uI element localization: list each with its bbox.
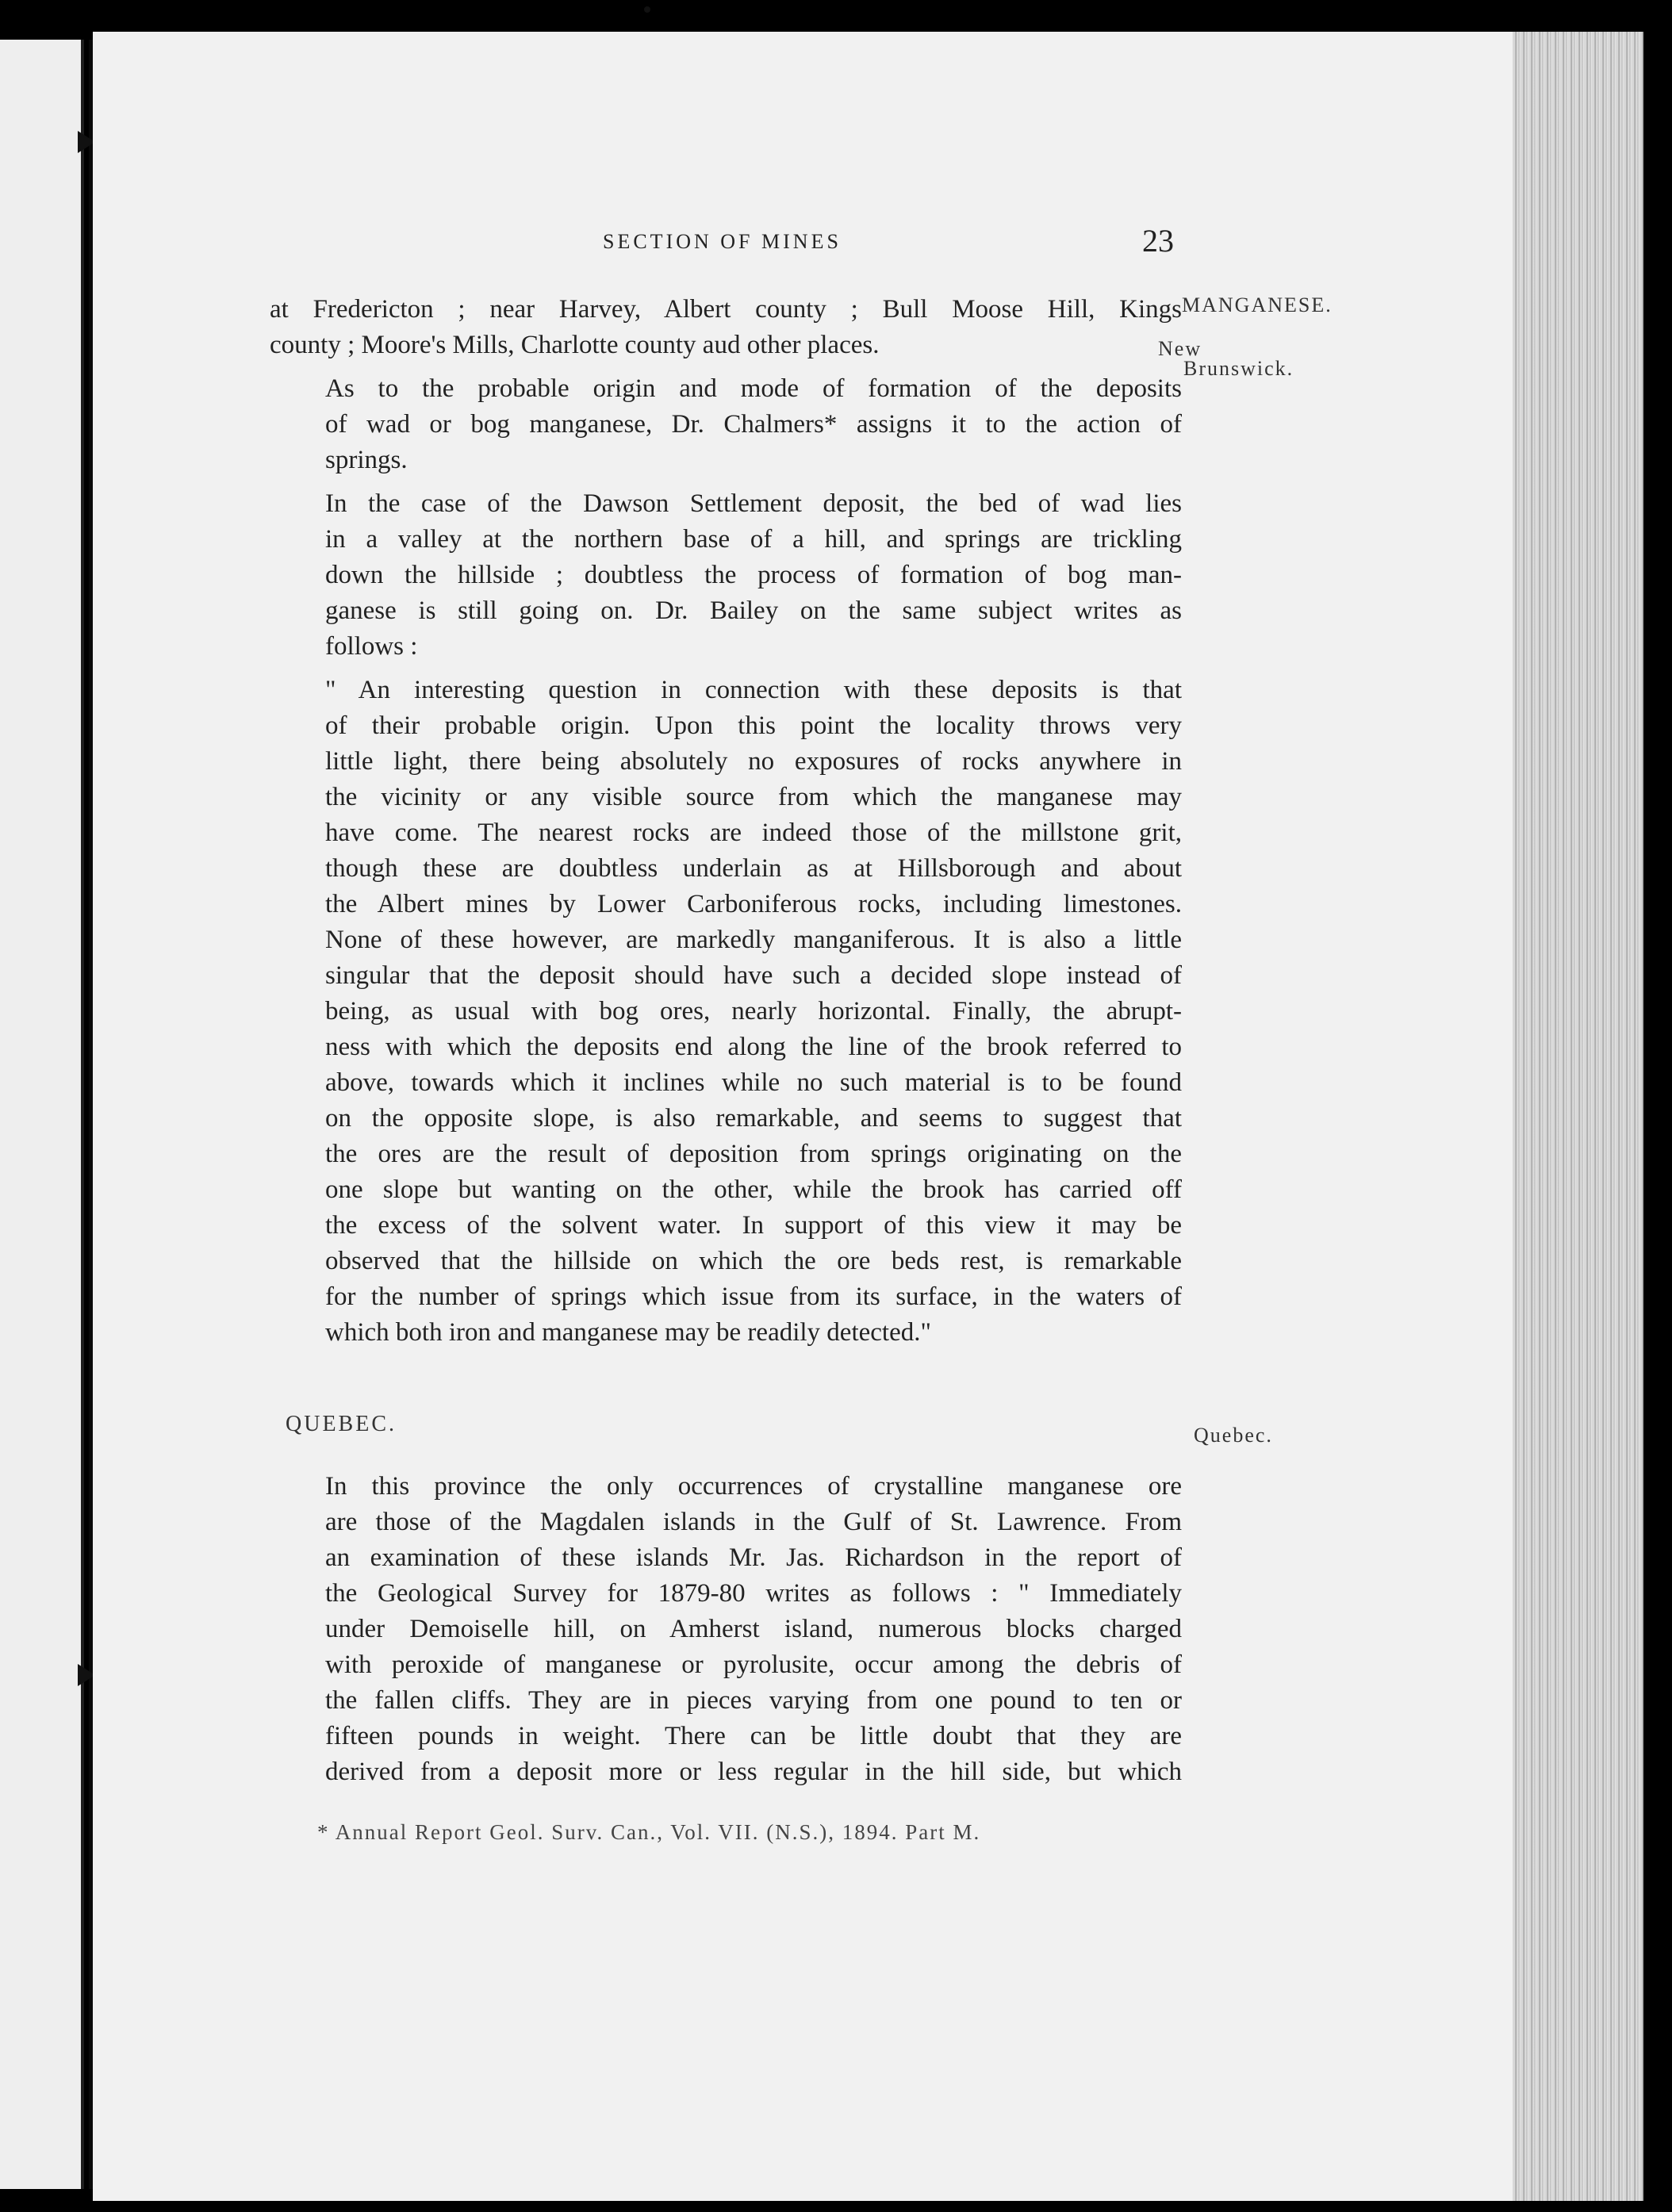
- text-line: county ; Moore's Mills, Charlotte county aud other places.: [270, 331, 880, 359]
- text-line: the vicinity or any visible source from which the manganese may: [325, 783, 1182, 811]
- paragraph-quote: [270, 673, 1182, 1351]
- text-line: an examination of these islands Mr. Jas. Richardson in the report of: [325, 1543, 1182, 1572]
- text-line: follows :: [325, 632, 418, 661]
- text-line: ness with which the deposits end along the line of the brook referred to: [325, 1033, 1182, 1061]
- text-line: at Fredericton ; near Harvey, Albert county ; Bull Moose Hill, Kings: [270, 295, 1182, 324]
- footnote: * Annual Report Geol. Surv. Can., Vol. VII. (N.S.), 1894. Part M.: [317, 1820, 981, 1844]
- text-line: singular that the deposit should have such a decided slope instead of: [325, 961, 1182, 990]
- text-line: though these are doubtless underlain as at Hillsborough and about: [325, 854, 1182, 883]
- text-line: As to the probable origin and mode of formation of the deposits: [325, 374, 1182, 403]
- text-line: ganese is still going on. Dr. Bailey on the same subject writes as: [325, 596, 1182, 625]
- body-text-top: [270, 292, 1182, 1359]
- text-line: under Demoiselle hill, on Amherst island, numerous blocks charged: [325, 1615, 1182, 1643]
- text-line: In this province the only occurrences of crystalline manganese ore: [325, 1472, 1182, 1501]
- text-line: " An interesting question in connection with these deposits is that: [325, 676, 1182, 704]
- text-line: for the number of springs which issue from its surface, in the waters of: [325, 1282, 1182, 1311]
- text-line: one slope but wanting on the other, while the brook has carried off: [325, 1175, 1182, 1204]
- page-stack-edges: [1513, 32, 1643, 2201]
- sidenote-province-line2: Brunswick.: [1183, 357, 1294, 380]
- text-line: fifteen pounds in weight. There can be little doubt that they are: [325, 1722, 1182, 1750]
- text-line: the ores are the result of deposition from springs originating on the: [325, 1140, 1182, 1168]
- text-line: down the hillside ; doubtless the process of formation of bog man-: [325, 561, 1182, 589]
- paragraph-2: [270, 371, 1182, 478]
- text-line: with peroxide of manganese or pyrolusite, occur among the debris of: [325, 1650, 1182, 1679]
- text-line: in a valley at the northern base of a hill, and springs are trickling: [325, 525, 1182, 554]
- sidenote-mineral: MANGANESE.: [1182, 293, 1333, 316]
- text-line: springs.: [325, 446, 408, 474]
- text-line: being, as usual with bog ores, nearly horizontal. Finally, the abrupt-: [325, 997, 1182, 1025]
- text-line: have come. The nearest rocks are indeed those of the millstone grit,: [325, 818, 1182, 847]
- left-page-edge: [0, 40, 84, 2189]
- text-line: the Albert mines by Lower Carboniferous rocks, including limestones.: [325, 890, 1182, 918]
- page-number: 23: [1142, 223, 1174, 259]
- text-line: None of these however, are markedly manganiferous. It is also a little: [325, 926, 1182, 954]
- paragraph-1: [270, 292, 1182, 363]
- text-line: derived from a deposit more or less regular in the hill side, but which: [325, 1758, 1182, 1786]
- paragraph-3: [270, 486, 1182, 665]
- sidenote-province-line1: New: [1158, 337, 1202, 360]
- text-line: the fallen cliffs. They are in pieces varying from one pound to ten or: [325, 1686, 1182, 1715]
- body-text-quebec: [270, 1469, 1182, 1798]
- text-line: which both iron and manganese may be readily detected.": [325, 1318, 931, 1347]
- text-line: of their probable origin. Upon this point the locality throws very: [325, 711, 1182, 740]
- text-line: of wad or bog manganese, Dr. Chalmers* assigns it to the action of: [325, 410, 1182, 439]
- running-head: SECTION OF MINES: [603, 230, 842, 253]
- text-line: In the case of the Dawson Settlement deposit, the bed of wad lies: [325, 489, 1182, 518]
- text-line: above, towards which it inclines while no such material is to be found: [325, 1068, 1182, 1097]
- text-line: little light, there being absolutely no exposures of rocks anywhere in: [325, 747, 1182, 776]
- scan-speck: [644, 6, 650, 13]
- section-heading-quebec: QUEBEC.: [286, 1412, 397, 1436]
- text-line: are those of the Magdalen islands in the Gulf of St. Lawrence. From: [325, 1508, 1182, 1536]
- text-line: observed that the hillside on which the ore beds rest, is remarkable: [325, 1247, 1182, 1275]
- sidenote-quebec: Quebec.: [1194, 1424, 1273, 1447]
- paragraph-quebec: [270, 1469, 1182, 1790]
- text-line: on the opposite slope, is also remarkable, and seems to suggest that: [325, 1104, 1182, 1133]
- text-line: the Geological Survey for 1879-80 writes as follows : " Immediately: [325, 1579, 1182, 1608]
- text-line: the excess of the solvent water. In support of this view it may be: [325, 1211, 1182, 1240]
